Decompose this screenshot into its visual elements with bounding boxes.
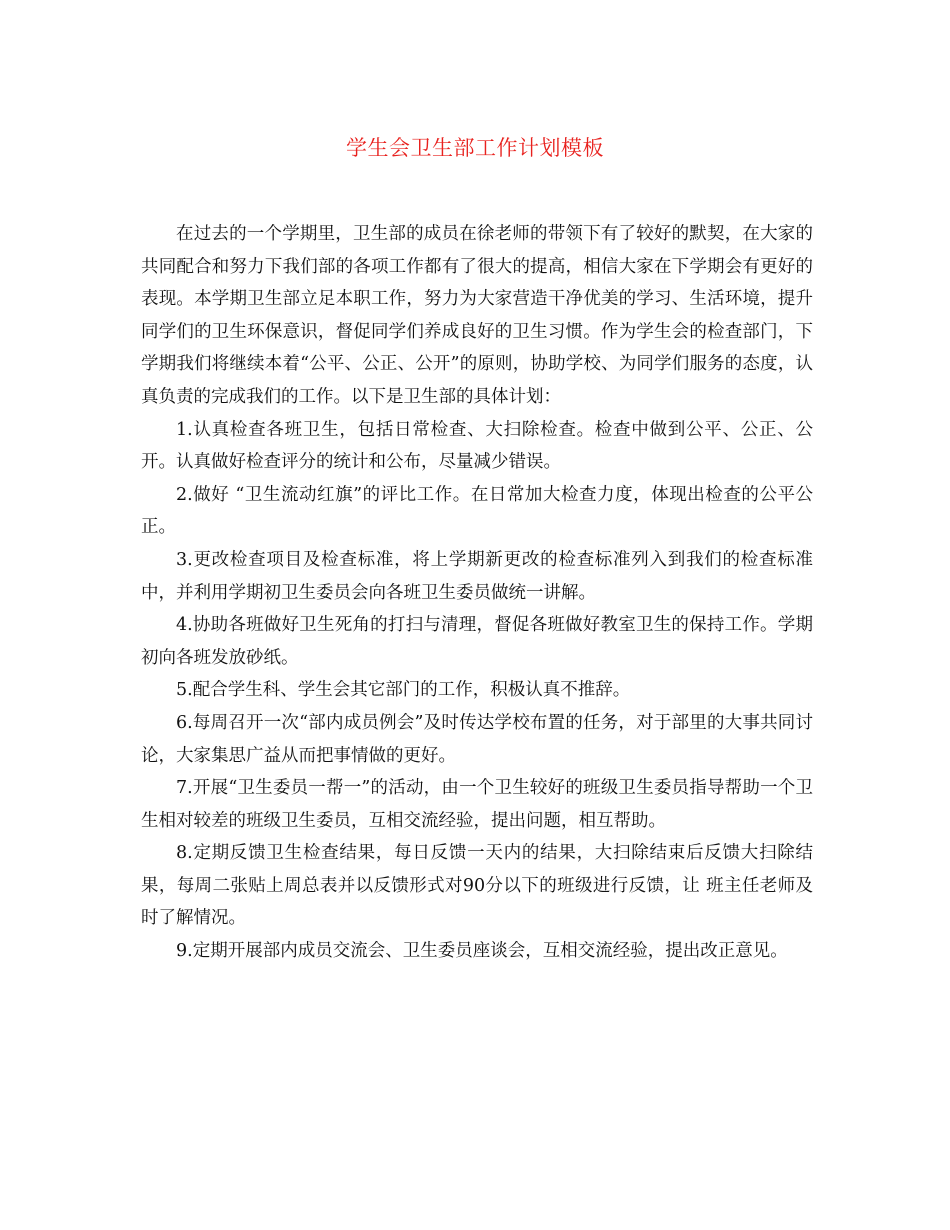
plan-item-1: 1.认真检查各班卫生，包括日常检查、大扫除检查。检查中做到公平、公正、公开。认真做好检查评分的统计和公布，尽量减少错误。: [141, 419, 813, 473]
plan-item-9: 9.定期开展部内成员交流会、卫生委员座谈会，互相交流经验，提出改正意见。: [176, 941, 788, 962]
plan-item-6: 6.每周召开一次“部内成员例会”及时传达学校布置的任务，对于部里的大事共同讨论，大家集思广益从而把事情做的更好。: [141, 712, 813, 766]
document-body: [141, 218, 813, 968]
plan-item-2: 2.做好 “卫生流动红旗”的评比工作。在日常加大检查力度，体现出检查的公平公正。: [141, 484, 813, 538]
plan-item-3: 3.更改检查项目及检查标准，将上学期新更改的检查标准列入到我们的检查标准中，并利用学期初卫生委员会向各班卫生委员做统一讲解。: [141, 549, 813, 603]
plan-item-5: 5.配合学生科、学生会其它部门的工作，积极认真不推辞。: [176, 680, 631, 701]
plan-item-7: 7.开展“卫生委员一帮一”的活动，由一个卫生较好的班级卫生委员指导帮助一个卫生相对较差的班级卫生委员，互相交流经验，提出问题，相互帮助。: [141, 778, 813, 831]
plan-item-8: 8.定期反馈卫生检查结果，每日反馈一天内的结果，大扫除结束后反馈大扫除结果，每周二张贴上周总表并以反馈形式对90分以下的班级进行反馈，让 班主任老师及时了解情况。: [141, 843, 813, 929]
intro-paragraph: 在过去的一个学期里，卫生部的成员在徐老师的带领下有了较好的默契，在大家的共同配合和努力下我们部的各项工作都有了很大的提高，相信大家在下学期会有更好的表现。本学期卫生部立足本职工作，努力为大家营造干净优美的学习、生活环境，提升同学们的卫生环保意识，督促同学们养成良好的卫生习惯。作为学生会的检查部门，下学期我们将继续本着“公平、公正、公开”的原则，协助学校、为同学们服务的态度，认真负责的完成我们的工作。以下是卫生部的具体计划：: [141, 224, 813, 407]
document-title: 学生会卫生部工作计划模板: [346, 136, 604, 160]
plan-item-4: 4.协助各班做好卫生死角的打扫与清理，督促各班做好教室卫生的保持工作。学期初向各班发放砂纸。: [141, 615, 813, 668]
